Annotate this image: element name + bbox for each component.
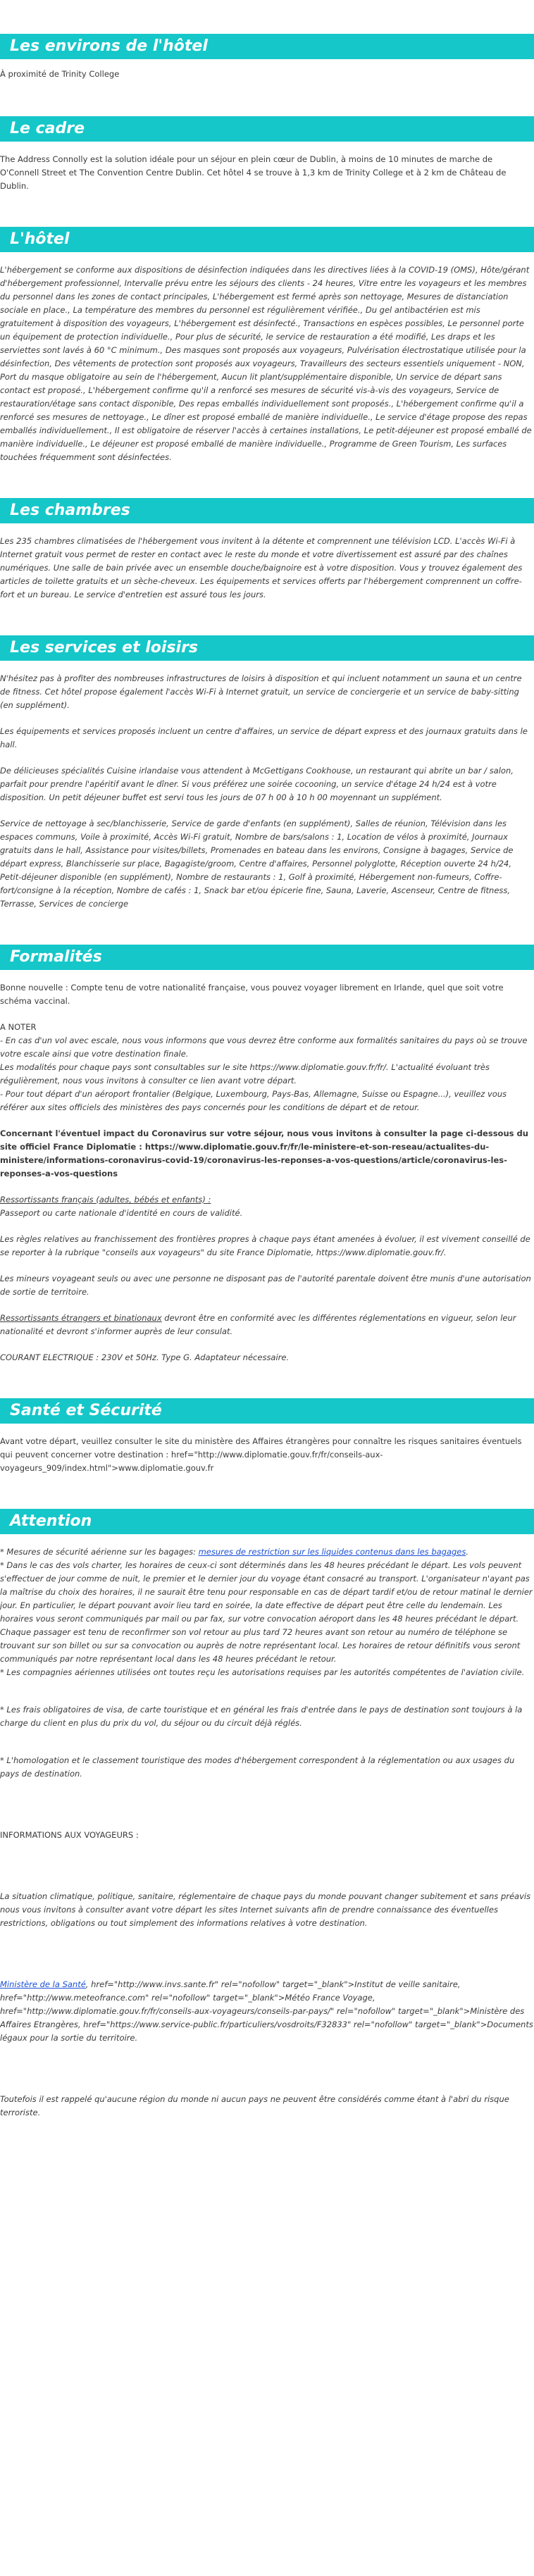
services-p3: De délicieuses spécialités Cuisine irlandaise vous attendent à McGettigans Cookhouse, un restaurant qui abrite un bar / salon, parfait pour prendre l'apéritif avant le dîner. Si vous préférez une soirée cocooning, un service d'étage 24 h/24 est à votre disposition. Un petit déjeuner buffet est servi tous les jours de 07 h 00 à 10 h 00 moyennant un supplément. bbox=[0, 766, 514, 802]
ministere-sante-link[interactable]: Ministère de la Santé bbox=[0, 1979, 86, 1989]
section-title-attention: Attention bbox=[0, 1509, 534, 1534]
section-environs bbox=[0, 34, 534, 81]
attention-l5: * L'homologation et le classement touristique des modes d'hébergement correspondent à la réglementation ou aux usages du pays de destination. bbox=[0, 1755, 515, 1779]
services-p2: Les équipements et services proposés incluent un centre d'affaires, un service de départ express et des journaux gratuits dans le hall. bbox=[0, 726, 528, 749]
section-hotel bbox=[0, 227, 534, 464]
services-p1: N'hésitez pas à profiter des nombreuses infrastructures de loisirs à disposition et qui incluent notamment un sauna et un centre de fitness. Cet hôtel propose également l'accès Wi-Fi à Internet gratuit, un service de conciergerie et un service de baby-sitting (en supplément). bbox=[0, 673, 522, 710]
attention-situation: La situation climatique, politique, sanitaire, réglementaire de chaque pays du monde pouvant changer subitement et sans préavis nous vous invitons à consulter avant votre départ les sites Internet suivants afin de prendre connaissance des éventuelles restrictions, obligations ou tout simplement des informations relatives à votre destination. bbox=[0, 1891, 531, 1928]
section-cadre bbox=[0, 116, 534, 193]
formalites-note-head: A NOTER bbox=[0, 1022, 37, 1032]
section-title-cadre: Le cadre bbox=[0, 116, 534, 142]
formalites-note-2: Les modalités pour chaque pays sont consultables sur le site https://www.diplomatie.gouv.fr/fr/. L'actualité évoluant très régulièrement, nous vous invitons à consulter ce lien avant votre départ. bbox=[0, 1062, 490, 1085]
formalites-foreign-text: devront être en conformité avec les différentes réglementations en vigueur, selon leur nationalité et devront s'informer auprès de leur consulat. bbox=[0, 1313, 516, 1336]
hotel-text: L'hébergement se conforme aux dispositions de désinfection indiquées dans les directives liées à la COVID-19 (OMS), Hôte/gérant d'hébergement professionnel, Intervalle prévu entre les séjours des clients - 24 heures, Vitre entre les voyageurs et les membres du personnel dans les zones de contact principales, L'hébergement est fermé après son nettoyage, Mesures de distanciation sociale en place., La température des membres du personnel est régulièrement vérifiée., Du gel antibactérien est mis gratuitement à disposition des voyageurs, L'hébergement est désinfecté., Transactions en espèces possibles, Le personnel porte un équipement de protection individuelle., Pour plus de sécurité, le service de restauration a été modifié, Les draps et les serviettes sont lavés à 60 °C minimum., Des masques sont proposés aux voyageurs, Pulvérisation électrostatique utilisée pour la désinfection, Des vêtements de protection sont proposés aux voyageurs, Travailleurs des secteurs essentiels uniquement - NON, Port du masque obligatoire au sein de l'hébergement, Aucun lit plant/supplémentaire disponible, Un service de départ sans contact est proposé., L'hébergement confirme qu'il a renforcé ses mesures de sécurité vis-à-vis des voyageurs, Service de restauration/étage sans contact disponible, Des repas emballés individuellement sont proposés., L'hébergement confirme qu'il a renforcé ses mesures de nettoyage., Le dîner est proposé emballé de manière individuelle., Le service d'étage propose des repas emballés individuellement., Il est obligatoire de réserver l'accès à certaines installations, Le petit-déjeuner est proposé emballé de manière individuelle., Le déjeuner est proposé emballé de manière individuelle., Programme de Green Tourism, Les surfaces touchées fréquemment sont désinfectées. bbox=[0, 265, 532, 462]
formalites-note-1: - En cas d'un vol avec escale, nous vous informons que vous devrez être conforme aux formalités sanitaires du pays où se trouve votre escale ainsi que votre destination finale. bbox=[0, 1035, 528, 1059]
attention-l3: * Les compagnies aériennes utilisées ont toutes reçu les autorisations requises par les autorités compétentes de l'aviation civile. bbox=[0, 1667, 525, 1677]
formalites-covid: Concernant l'éventuel impact du Coronavirus sur votre séjour, nous vous invitons à consulter la page ci-dessous du site officiel France Diplomatie : https://www.diplomatie.gouv.fr/fr/le-ministere-et-son-reseau/actualites-du-ministere/informations-coronavirus-covid-19/coronavirus-les-reponses-a-vos-questions/article/coronavirus-les-reponses-a-vos-questions bbox=[0, 1128, 528, 1178]
formalites-foreign-head: Ressortissants étrangers et binationaux bbox=[0, 1313, 162, 1323]
section-title-sante: Santé et Sécurité bbox=[0, 1398, 534, 1424]
section-title-hotel: L'hôtel bbox=[0, 227, 534, 252]
sante-text: Avant votre départ, veuillez consulter le site du ministère des Affaires étrangères pour connaître les risques sanitaires éventuels qui peuvent concerner votre destination : href="http://www.diplomatie.gouv.fr/fr/conseils-aux-voyageurs_909/index.html">www.diplomatie.gouv.fr bbox=[0, 1436, 522, 1473]
environs-text: À proximité de Trinity College bbox=[0, 69, 120, 79]
attention-l1-pre: * Mesures de sécurité aérienne sur les bagages: bbox=[0, 1547, 199, 1557]
section-title-chambres: Les chambres bbox=[0, 498, 534, 523]
formalites-courant: COURANT ELECTRIQUE : 230V et 50Hz. Type G. Adaptateur nécessaire. bbox=[0, 1352, 290, 1362]
section-services bbox=[0, 635, 534, 911]
section-title-services: Les services et loisirs bbox=[0, 635, 534, 661]
cadre-text: The Address Connolly est la solution idéale pour un séjour en plein cœur de Dublin, à moins de 10 minutes de marche de O'Connell Street et The Convention Centre Dublin. Cet hôtel 4 se trouve à 1,3 km de Trinity College et à 2 km de Château de Dublin. bbox=[0, 154, 507, 191]
section-title-formalites: Formalités bbox=[0, 945, 534, 970]
formalites-fr-text: Passeport ou carte nationale d'identité en cours de validité. bbox=[0, 1208, 243, 1218]
attention-terror: Toutefois il est rappelé qu'aucune région du monde ni aucun pays ne peuvent être considérés comme étant à l'abri du risque terroriste. bbox=[0, 2094, 509, 2117]
formalites-bonus: Bonne nouvelle : Compte tenu de votre nationalité française, vous pouvez voyager librement en Irlande, quel que soit votre schéma vaccinal. bbox=[0, 983, 504, 1006]
chambres-text: Les 235 chambres climatisées de l'hébergement vous invitent à la détente et comprennent une télévision LCD. L'accès Wi-Fi à Internet gratuit vous permet de rester en contact avec le reste du monde et votre divertissement est assuré par des chaînes numériques. Une salle de bain privée avec un ensemble douche/baignoire est à votre disposition. Vous y trouvez également des articles de toilette gratuits et un sèche-cheveux. Les équipements et services offerts par l'hébergement comprennent un coffre-fort et un bureau. Le service d'entretien est assuré tous les jours. bbox=[0, 536, 523, 599]
attention-l1-post: . bbox=[466, 1547, 469, 1557]
section-title-environs: Les environs de l'hôtel bbox=[0, 34, 534, 59]
bagages-restriction-link[interactable]: mesures de restriction sur les liquides contenus dans les bagages bbox=[198, 1547, 466, 1557]
attention-l4: * Les frais obligatoires de visa, de carte touristique et en général les frais d'entrée dans le pays de destination sont toujours à la charge du client en plus du prix du vol, du séjour ou du circuit déjà réglés. bbox=[0, 1705, 523, 1728]
attention-info-head: INFORMATIONS AUX VOYAGEURS : bbox=[0, 1830, 139, 1840]
section-attention bbox=[0, 1509, 534, 2120]
formalites-minors: Les mineurs voyageant seuls ou avec une personne ne disposant pas de l'autorité parentale doivent être munis d'une autorisation de sortie de territoire. bbox=[0, 1274, 531, 1297]
attention-l2: * Dans le cas des vols charter, les horaires de ceux-ci sont déterminés dans les 48 heures précédant le départ. Les vols peuvent s'effectuer de jour comme de nuit, le premier et le dernier jour du voyage étant consacré au transport. L'organisateur n'ayant pas la maîtrise du choix des horaires, il ne saurait être tenu pour responsable en cas de départ tardif et/ou de retour matinal le dernier jour. En particulier, le départ pouvant avoir lieu tard en soirée, la date effective de départ peut être celle du lendemain. Les horaires vous seront communiqués par mail ou par fax, sur votre convocation aéroport dans les 48 heures précédant le départ. Chaque passager est tenu de reconfirmer son vol retour au plus tard 72 heures avant son retour au numéro de téléphone se trouvant sur son billet ou sur sa convocation ou auprès de notre représentant local. Les horaires de retour définitifs vous seront communiqués par notre représentant local dans les 48 heures précédant le retour. bbox=[0, 1560, 533, 1664]
attention-links-rest: , href="http://www.invs.sante.fr" rel="nofollow" target="_blank">Institut de veille sanitaire, href="http://www.meteofrance.com" rel="nofollow" target="_blank">Météo France Voyage, href="http://www.diplomatie.gouv.fr/fr/conseils-aux-voyageurs/conseils-par-pays/" rel="nofollow" target="_blank">Ministère des Affaires Etrangères, href="https://www.service-public.fr/particuliers/vosdroits/F32833" rel="nofollow" target="_blank">Documents légaux pour la sortie du territoire. bbox=[0, 1979, 533, 2043]
services-p4: Service de nettoyage à sec/blanchisserie, Service de garde d'enfants (en supplément), Salles de réunion, Télévision dans les espaces communs, Voile à proximité, Accès Wi-Fi gratuit, Nombre de bars/salons : 1, Location de vélos à proximité, Journaux gratuits dans le hall, Assistance pour visites/billets, Promenades en bateau dans les environs, Consigne à bagages, Service de départ express, Blanchisserie sur place, Bagagiste/groom, Centre d'affaires, Personnel polyglotte, Réception ouverte 24 h/24, Petit-déjeuner disponible (en supplément), Nombre de restaurants : 1, Golf à proximité, Hébergement non-fumeurs, Coffre-fort/consigne à la réception, Nombre de cafés : 1, Snack bar et/ou épicerie fine, Sauna, Laverie, Ascenseur, Centre de fitness, Terrasse, Services de concierge bbox=[0, 819, 514, 909]
formalites-fr-head: Ressortissants français (adultes, bébés et enfants) : bbox=[0, 1195, 211, 1205]
section-chambres bbox=[0, 498, 534, 602]
section-formalites bbox=[0, 945, 534, 1364]
formalites-borders: Les règles relatives au franchissement des frontières propres à chaque pays étant amenées à évoluer, il est vivement conseillé de se reporter à la rubrique "conseils aux voyageurs" du site France Diplomatie, https://www.diplomatie.gouv.fr/. bbox=[0, 1234, 530, 1257]
formalites-note-3: - Pour tout départ d'un aéroport frontalier (Belgique, Luxembourg, Pays-Bas, Allemagne, Suisse ou Espagne...), veuillez vous référer aux sites officiels des ministères des pays concernés pour les conditions de départ et de retour. bbox=[0, 1089, 507, 1112]
section-sante bbox=[0, 1398, 534, 1475]
